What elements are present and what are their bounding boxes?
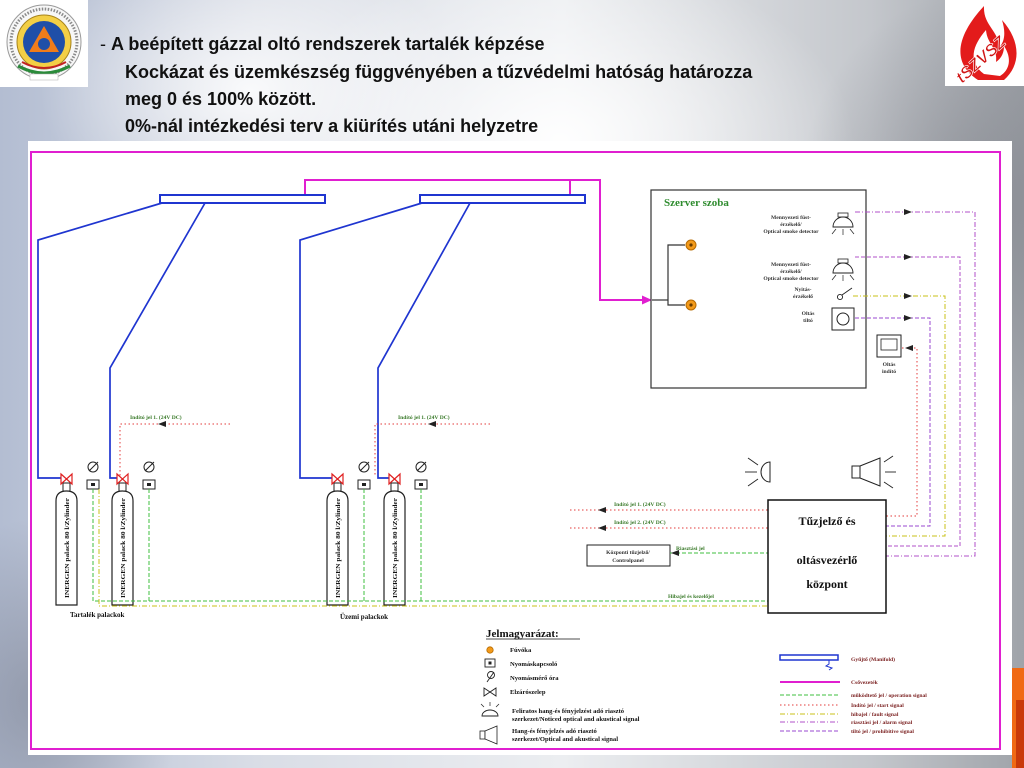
- legend-fault-label: hibajel / fault signal: [851, 712, 899, 718]
- extinguish-start-button-icon: [877, 335, 901, 357]
- door-sensor-label: érzékelő: [793, 294, 813, 300]
- start-signal-1-label: Indító jel 1. (24V DC): [614, 502, 666, 508]
- title-text: A beépített gázzal oltó rendszerek tartalék képzése: [111, 34, 545, 54]
- control-unit-label: központ: [806, 577, 848, 591]
- legend-pressure-switch-label: Nyomáskapcsoló: [510, 661, 558, 668]
- central-panel-label: Controlpanel: [612, 558, 644, 564]
- legend-horn-label: szerkezet/Optical and akustical signal: [512, 736, 619, 743]
- logo-tszvsz: [945, 0, 1024, 87]
- cylinder-label: INERGEN palack 80 l/Zylinder: [64, 508, 71, 598]
- server-room-label: Szerver szoba: [664, 197, 729, 209]
- logo-tszvsz-text: tSZVSZ: [951, 32, 1010, 87]
- title-dash: -: [100, 34, 106, 54]
- legend-start-label: Indító jel / start signal: [851, 703, 904, 709]
- legend-manifold-label: Gyűjtő (Manifold): [851, 657, 895, 663]
- legend-pipe-label: Csővezeték: [851, 680, 878, 686]
- alarm-signal-label: Riasztási jel: [676, 546, 705, 552]
- legend-operation-label: működtető jel / operation signal: [851, 693, 927, 699]
- control-unit-label: oltásvezérlő: [796, 553, 858, 567]
- server-room: [651, 190, 866, 388]
- fire-control-unit: [768, 500, 886, 613]
- extinguish-block-switch-icon: [832, 308, 854, 330]
- legend-prohibit-label: tiltó jel / prohibitive signal: [851, 729, 914, 735]
- legend-nozzle-label: Fúvóka: [510, 647, 532, 654]
- smoke-detector-1-label: Optical smoke detector: [763, 229, 819, 235]
- legend-pressure-gauge-label: Nyomásmérő óra: [510, 675, 559, 682]
- slide-title: [100, 34, 545, 54]
- smoke-detector-2-label: érzékelő/: [780, 269, 802, 275]
- legend-labeled-alarm-label: Feliratos hang-és fényjelzést adó riasztó: [512, 708, 625, 715]
- legend-horn-label: Hang-és fényjelzés adó riasztó: [512, 728, 597, 735]
- cylinder-label: INERGEN palack 80 l/Zylinder: [335, 508, 342, 598]
- legend-valve-label: Elzárószelep: [510, 689, 546, 696]
- legend-alarm-label: riasztási jel / alarm signal: [851, 720, 913, 726]
- manifold-operational: [420, 195, 585, 203]
- fault-signal-label: Hibajel és kezelőjel: [668, 594, 714, 600]
- slide-text-line-2: meg 0 és 100% között.: [125, 89, 317, 109]
- smoke-detector-1-label: Mennyezeti füst-: [771, 215, 811, 221]
- extinguish-block-label: tiltó: [803, 318, 813, 324]
- slide-text-line-3: 0%-nál intézkedési terv a kiürítés utáni helyzetre: [125, 116, 539, 136]
- smoke-detector-1-label: érzékelő/: [780, 222, 802, 228]
- nozzle-icon: [487, 647, 493, 653]
- start-signal-2-label: Indító jel 2. (24V DC): [614, 520, 666, 526]
- logo-emblem-left: [0, 0, 88, 87]
- extinguish-block-label: Oltás: [801, 311, 815, 317]
- legend-manifold-swatch: [780, 655, 838, 660]
- operational-cylinders-label: Üzemi palackok: [340, 613, 389, 621]
- manifold-reserve: [160, 195, 325, 203]
- flame-corner-shade: [1016, 700, 1024, 768]
- central-panel-label: Központi tűzjelző/: [606, 550, 650, 556]
- start-signal-reserve-label: Indító jel 1. (24V DC): [130, 415, 182, 421]
- smoke-detector-2-label: Optical smoke detector: [763, 276, 819, 282]
- cylinder-label: INERGEN palack 80 l/Zylinder: [392, 508, 399, 598]
- slide-text-line-1: Kockázat és üzemkészség függvényében a tűzvédelmi hatóság határozza: [125, 62, 753, 82]
- legend-labeled-alarm-label: szerkezet/Noticed optical and akustical signal: [512, 716, 640, 723]
- smoke-detector-2-label: Mennyezeti füst-: [771, 262, 811, 268]
- reserve-cylinders-label: Tartalék palackok: [70, 611, 125, 619]
- extinguish-start-label: indító: [882, 369, 896, 375]
- legend-title: Jelmagyarázat:: [486, 628, 559, 640]
- extinguish-start-label: Oltás: [882, 362, 896, 368]
- cylinder-label: INERGEN palack 80 l/Zylinder: [120, 508, 127, 598]
- start-signal-operational-label: Indító jel 1. (24V DC): [398, 415, 450, 421]
- control-unit-label: Tűzjelző és: [798, 514, 856, 528]
- door-sensor-label: Nyitás-: [794, 287, 812, 293]
